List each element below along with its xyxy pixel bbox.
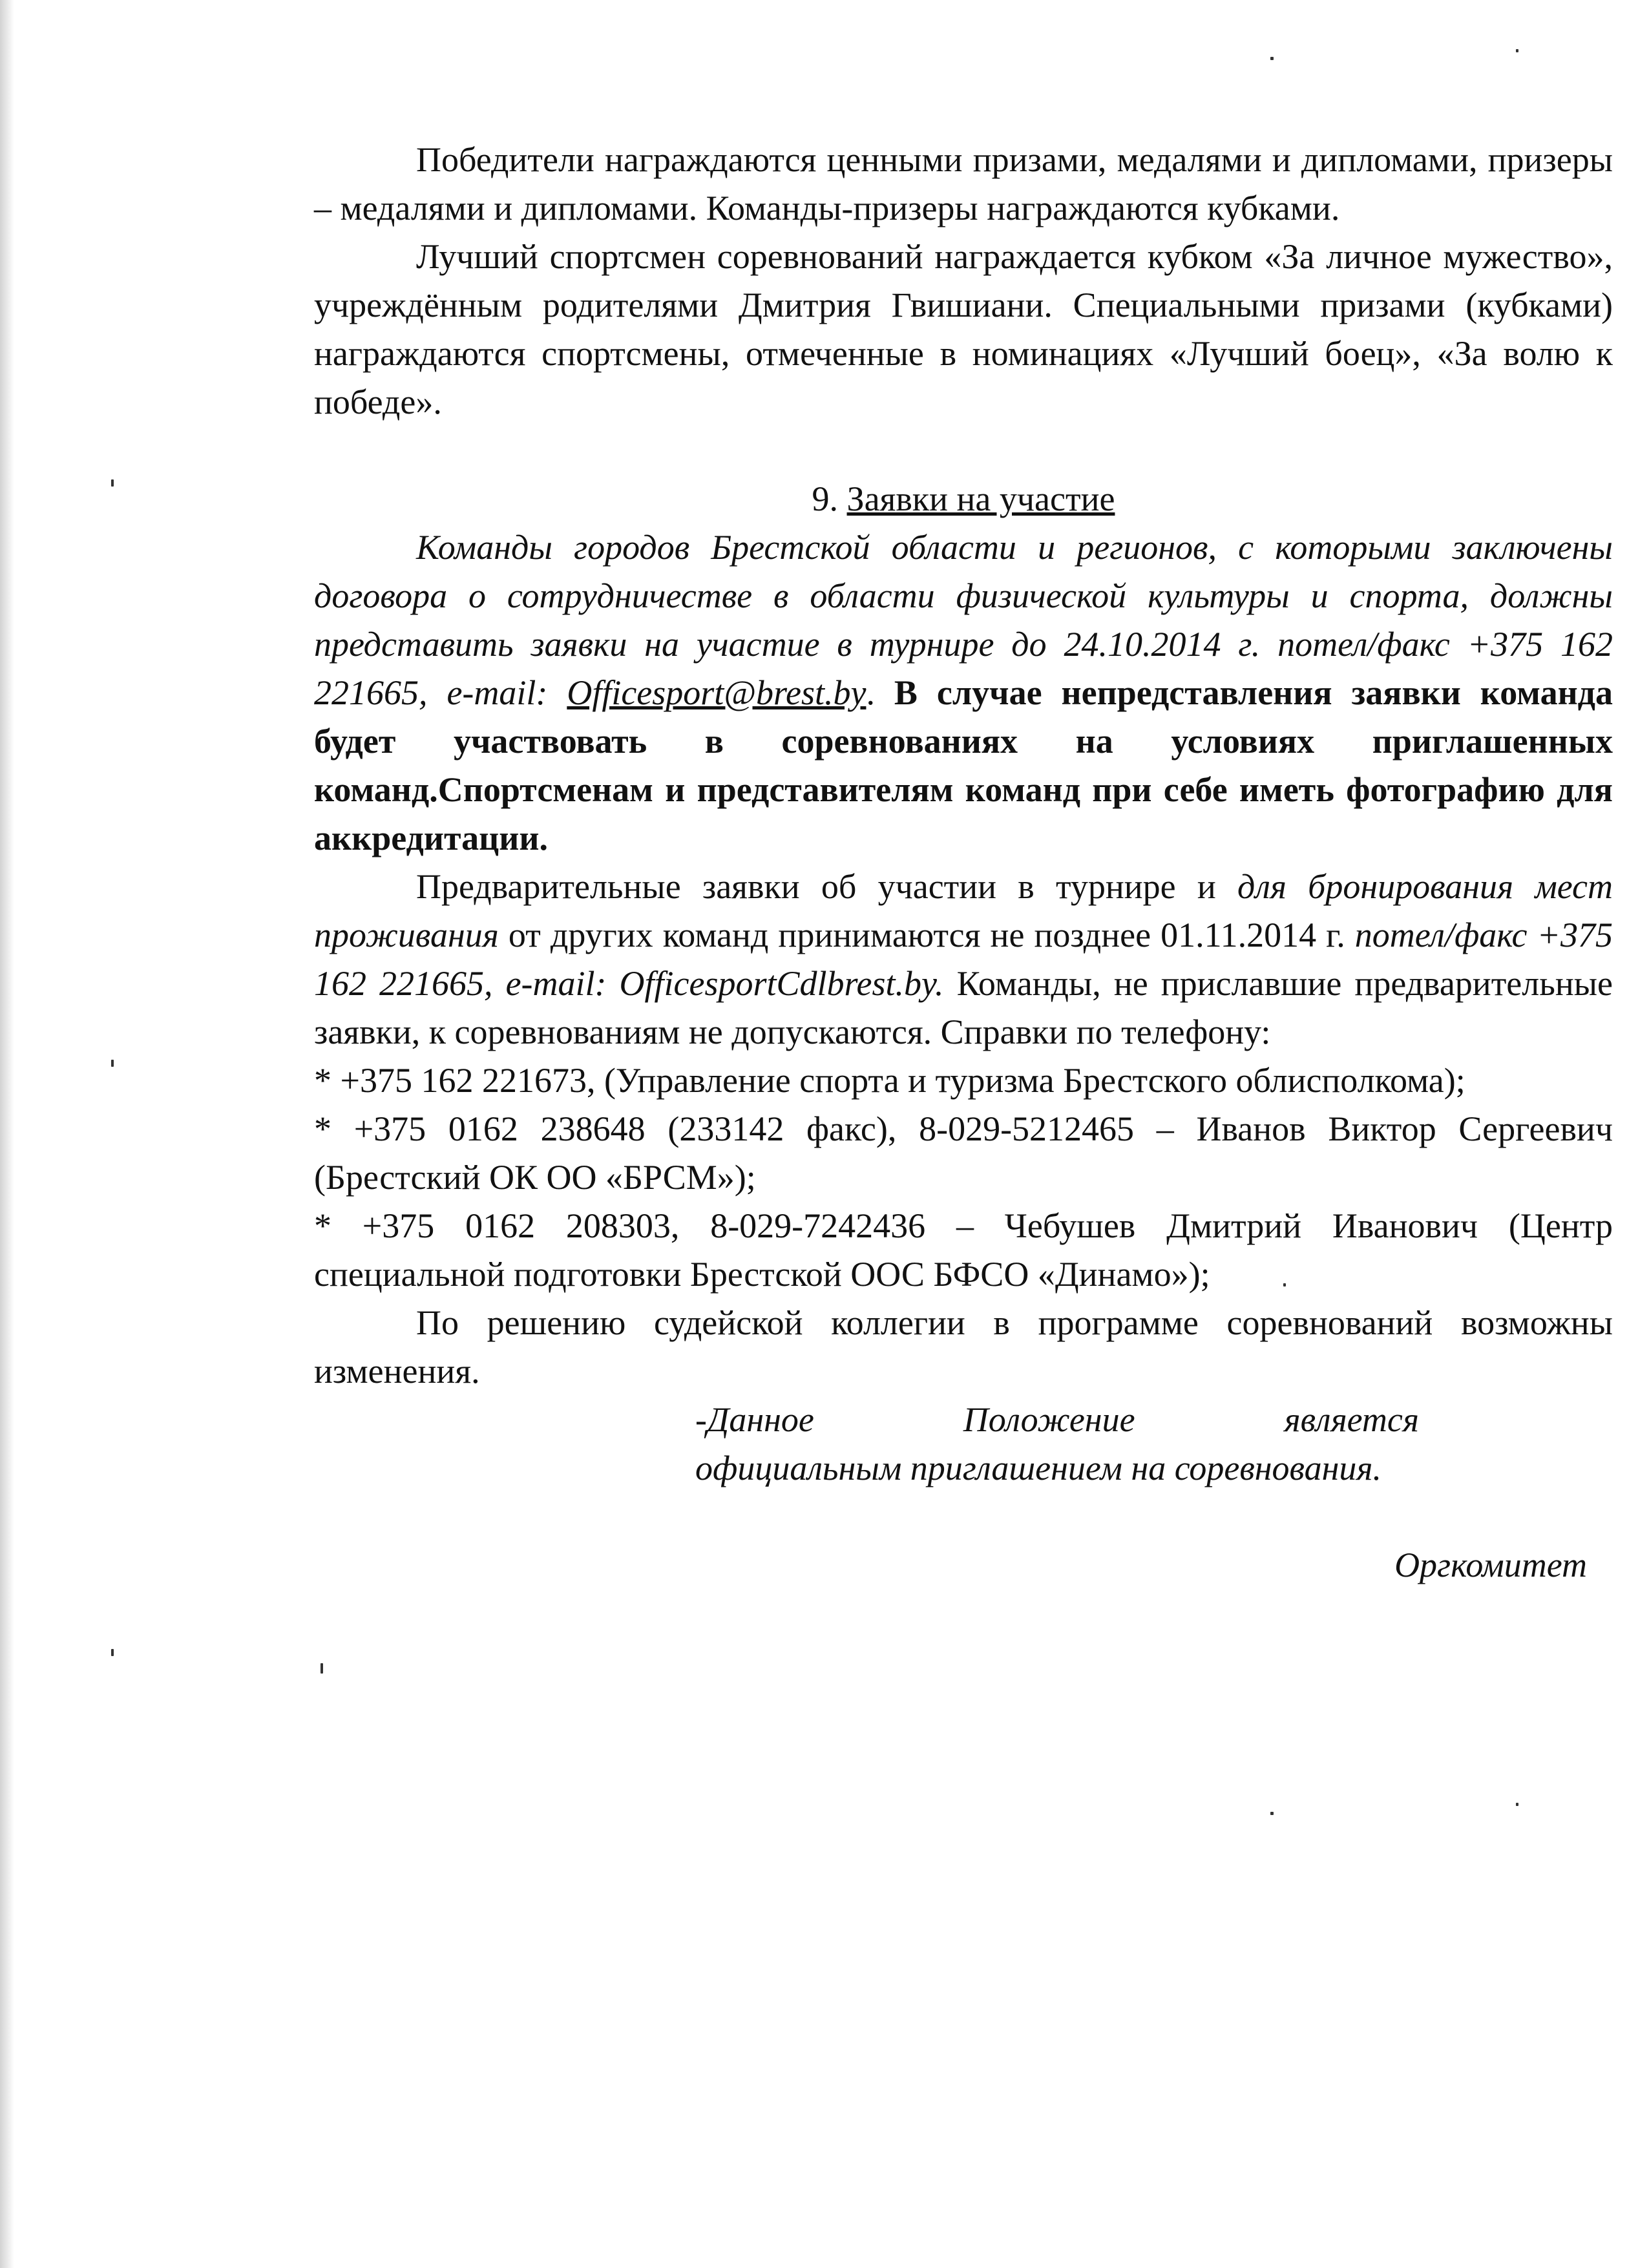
preliminary-italic-a: для бронирования мест проживания bbox=[314, 867, 1613, 954]
best-athlete-paragraph: Лучший спортсмен соревнований награждается кубком «За личное мужество», учреждённым родителями Дмитрия Гвишиани. Специальными призами (кубками) награждаются спортсмены, отмеченные в номинациях «Лучший боец», «За волю к победе». bbox=[314, 237, 1613, 421]
document-body bbox=[314, 136, 1613, 1590]
applications-italic-text: Команды городов Брестской области и регионов, с которыми заключены договора о сотрудничестве в области физической культуры и спорта, должны представить заявки на участие в турнире до 24.10.2014 г. потел/факс +375 162 221665, e-mail: bbox=[314, 528, 1613, 712]
preliminary-paragraph bbox=[314, 863, 1613, 1056]
signature: Оргкомитет bbox=[1394, 1546, 1587, 1584]
scan-speck bbox=[320, 1663, 323, 1674]
applications-bold-text: В случае непредставления заявки команда будет участвовать в соревнованиях на условиях приглашенных команд.Спортсменам и представителям команд при себе иметь фотографию для аккредитации. bbox=[314, 673, 1613, 857]
scan-speck bbox=[1516, 1803, 1518, 1806]
scan-speck bbox=[1270, 1812, 1274, 1815]
email-link[interactable]: Officesport@brest.by bbox=[567, 673, 867, 712]
scan-speck bbox=[111, 479, 114, 487]
preliminary-text-mid: от других команд принимаются не позднее 01.11.2014 г. bbox=[498, 916, 1355, 954]
scan-speck bbox=[111, 1649, 114, 1656]
preliminary-text-start: Предварительные заявки об участии в турнире и bbox=[416, 867, 1237, 906]
awards-paragraph: Победители награждаются ценными призами, медалями и дипломами, призеры – медалями и дипломами. Команды-призеры награждаются кубками. bbox=[314, 140, 1613, 227]
section-number: 9. bbox=[812, 479, 839, 518]
invitation-note bbox=[695, 1396, 1419, 1493]
scan-speck bbox=[1516, 49, 1518, 52]
preliminary-italic-b: потел/факс +375 162 221665, e-mail: OfficesportCdlbrest.by. bbox=[314, 916, 1613, 1003]
section-heading bbox=[314, 475, 1613, 523]
scan-speck bbox=[111, 1060, 114, 1067]
invitation-line-2: официальным приглашением на соревнования. bbox=[695, 1449, 1382, 1487]
section-title: Заявки на участие bbox=[846, 479, 1115, 518]
scan-speck bbox=[1270, 57, 1274, 60]
preliminary-text-end: Команды, не приславшие предварительные заявки, к соревнованиям не допускаются. Справки по телефону: bbox=[314, 964, 1613, 1051]
contact-item: * +375 162 221673, (Управление спорта и туризма Брестского облисполкома); bbox=[314, 1061, 1465, 1100]
applications-paragraph bbox=[314, 523, 1613, 863]
contact-item: * +375 0162 238648 (233142 факс), 8-029-5212465 – Иванов Виктор Сергеевич (Брестский ОК ОО «БРСМ»); bbox=[314, 1109, 1613, 1197]
scan-edge bbox=[0, 0, 14, 2268]
applications-period: . bbox=[866, 673, 875, 712]
invitation-line-1: -Данное Положение является bbox=[695, 1400, 1419, 1439]
contact-item: * +375 0162 208303, 8-029-7242436 – Чебушев Дмитрий Иванович (Центр специальной подготовки Брестской ООС БФСО «Динамо»); bbox=[314, 1206, 1613, 1294]
changes-paragraph: По решению судейской коллегии в программе соревнований возможны изменения. bbox=[314, 1303, 1613, 1391]
